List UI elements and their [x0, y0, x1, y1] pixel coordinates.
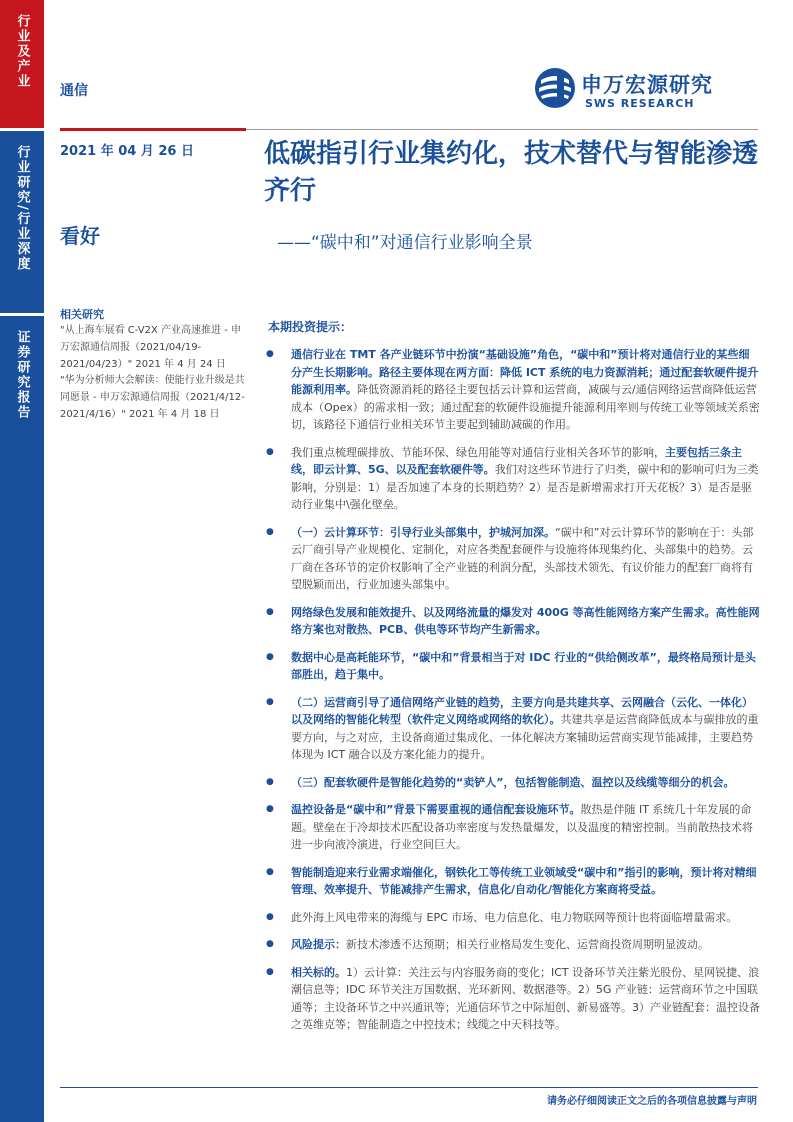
bullet-icon: ●: [266, 349, 274, 359]
tip-bold: （一）云计算环节：引导行业头部集中，护城河加深。: [291, 525, 555, 539]
report-subtitle: ——“碳中和”对通信行业影响全景: [277, 233, 533, 253]
tip-item: [266, 936, 760, 954]
tip-item: [266, 524, 760, 594]
tip-bold: 数据中心是高耗能环节，“碳中和”背景相当于对 IDC 行业的“供给侧改革”，最终格局预计是头部胜出，趋于集中。: [291, 650, 756, 681]
logo-globe-icon: [533, 66, 577, 110]
bullet-icon: ●: [266, 966, 274, 977]
tip-text: “碳中和”对云计算环节的影响在于：头部云厂商引导产业规模化、定制化，对应各类配套硬件与设施将体现集约化、头部集中的趋势。云厂商在各环节的定价权影响了全产业链的利润分配，头部技术领先、有议价能力的配套厂商将有望脱颖而出，行业加速头部集中。: [291, 525, 754, 591]
related-research-item[interactable]: "从上海车展看 C-V2X 产业高速推进 - 申万宏源通信周报（2021/04/19-2021/04/23）" 2021 年 4 月 24 日: [60, 325, 241, 370]
tip-text: 我们对这些环节进行了归类，碳中和的影响可归为三类影响，分别是：1）是否加速了本身的长期趋势？2）是否是新增需求打开天花板？3）是否是驱动行业集中\强化壁垒。: [291, 463, 759, 511]
tip-bold: 通信行业在 TMT 各产业链环节中扮演“基础设施”角色，“碳中和”预计将对通信行业的某些细分产生长期影响。路径主要体现在两方面：降低 ICT 系统的电力资源消耗；通过配套软硬件提升能源利用率。: [291, 348, 759, 396]
related-research-item[interactable]: "华为分析师大会解读：使能行业升级是共同愿景 - 申万宏源通信周报（2021/4/12-2021/4/16）" 2021 年 4 月 18 日: [60, 375, 245, 420]
tip-bold: 风险提示：: [291, 938, 346, 951]
bullet-icon: ●: [266, 526, 274, 537]
bullet-icon: ●: [266, 696, 274, 707]
tip-text: 1）云计算：关注云与内容服务商的变化；ICT 设备环节关注紫光股份、星网锐捷、浪潮信息等；IDC 环节关注万国数据、光环新网、数据港等。2）5G 产业链：运营商环节之中国联通等；主设备环节之中兴通讯等；光通信环节之中际旭创、新易盛等。3）产业链配套：温控设备之英维克等；智能制造之中控技术；线缆之中天科技等。: [291, 965, 760, 1031]
tip-item: [266, 346, 760, 434]
logo-text-en: SWS RESEARCH: [585, 97, 695, 110]
tip-item: [266, 774, 760, 792]
related-research-heading: 相关研究: [60, 308, 104, 321]
bullet-icon: ●: [266, 606, 274, 617]
tip-item: [266, 649, 760, 684]
tip-item: [266, 801, 760, 854]
tip-item: [266, 864, 760, 899]
tip-item: [266, 964, 760, 1034]
bullet-icon: ●: [266, 911, 274, 922]
footer-disclaimer[interactable]: 请务必仔细阅读正文之后的各项信息披露与声明: [547, 1096, 757, 1107]
header-divider-red: [60, 128, 246, 131]
side-tab-report-type: 证券研究报告: [0, 316, 44, 1122]
tip-text: 此外海上风电带来的海缆与 EPC 市场、电力信息化、电力物联网等预计也将面临增量需求。: [291, 910, 738, 924]
header-divider-gray: [246, 129, 758, 130]
tip-bold: 主要包括三条主线，即云计算、5G、以及配套软硬件等。: [291, 445, 742, 476]
footer-divider: [60, 1087, 758, 1088]
bullet-icon: ●: [266, 939, 274, 949]
tip-bold: 网络绿色发展和能效提升、以及网络流量的爆发对 400G 等高性能网络方案产生需求。高性能网络方案也对散热、PCB、供电等环节均产生新需求。: [291, 605, 760, 636]
tip-item: [266, 909, 760, 927]
tip-text: 降低资源消耗的路径主要包括云计算和运营商，减碳与云/通信网络运营商降低运营成本（Opex）的需求相一致；通过配套的软硬件设施提升能源利用率则与传统工业等领域关系密切，该路径下通信行业相关环节主要起到辅助减碳的作用。: [291, 383, 760, 431]
tip-bold: （二）运营商引导了通信网络产业链的趋势，主要方向是共建共享、云网融合（云化、一体化）以及网络的智能化转型（软件定义网络或网络的软化）。: [291, 695, 753, 726]
tip-bold: 温控设备是“碳中和”背景下需要重视的通信配套设施环节。: [291, 803, 581, 816]
bullet-icon: ●: [266, 446, 274, 457]
industry-label: 通信: [60, 83, 88, 99]
bullet-icon: ●: [266, 651, 274, 662]
tip-text: 散热是伴随 IT 系统几十年发展的命题。壁垒在于冷却技术匹配设备功率密度与发热量爆发，以及温度的精密控制。当前散热技术将进一步向液冷演进，行业空间巨大。: [291, 803, 753, 851]
tip-item: [266, 694, 760, 764]
side-tab-research-type: 行业研究/行业深度: [0, 131, 44, 313]
tip-bold: 智能制造迎来行业需求端催化，钢铁化工等传统工业领域受“碳中和”指引的影响，预计将对精细管理、效率提升、节能减排产生需求，信息化/自动化/智能化方案商将受益。: [291, 865, 757, 896]
report-title: 低碳指引行业集约化，技术替代与智能渗透齐行: [264, 139, 759, 206]
tip-text: 共建共享是运营商降低成本与碳排放的重要方向，与之对应，主设备商通过集成化、一体化解决方案辅助运营商实现节能减排，主要趋势体现为 ICT 融合以及方案化能力的提升。: [291, 713, 759, 761]
bullet-icon: ●: [266, 776, 274, 787]
report-date: 2021 年 04 月 26 日: [60, 144, 194, 159]
tip-lead: 我们重点梳理碳排放、节能环保、绿色用能等对通信行业相关各环节的影响，: [291, 445, 665, 459]
investment-tips-list: [266, 346, 760, 1044]
rating: 看好: [60, 224, 100, 248]
side-tab-industry: 行业及产业: [0, 0, 44, 128]
tip-bold: 相关标的。: [291, 965, 346, 979]
bullet-icon: ●: [266, 804, 274, 814]
tip-text: 新技术渗透不达预期；相关行业格局发生变化、运营商投资周期明显波动。: [346, 938, 709, 951]
bullet-icon: ●: [266, 866, 274, 877]
logo-text-cn: 申万宏源研究: [581, 73, 713, 97]
tip-item: [266, 444, 760, 514]
investment-tips-heading: 本期投资提示：: [268, 320, 353, 334]
tip-item: [266, 604, 760, 639]
related-research-list: [60, 323, 246, 424]
sws-logo: [533, 66, 753, 112]
tip-bold: （三）配套软硬件是智能化趋势的“卖铲人”，包括智能制造、温控以及线缆等细分的机会。: [291, 775, 735, 789]
